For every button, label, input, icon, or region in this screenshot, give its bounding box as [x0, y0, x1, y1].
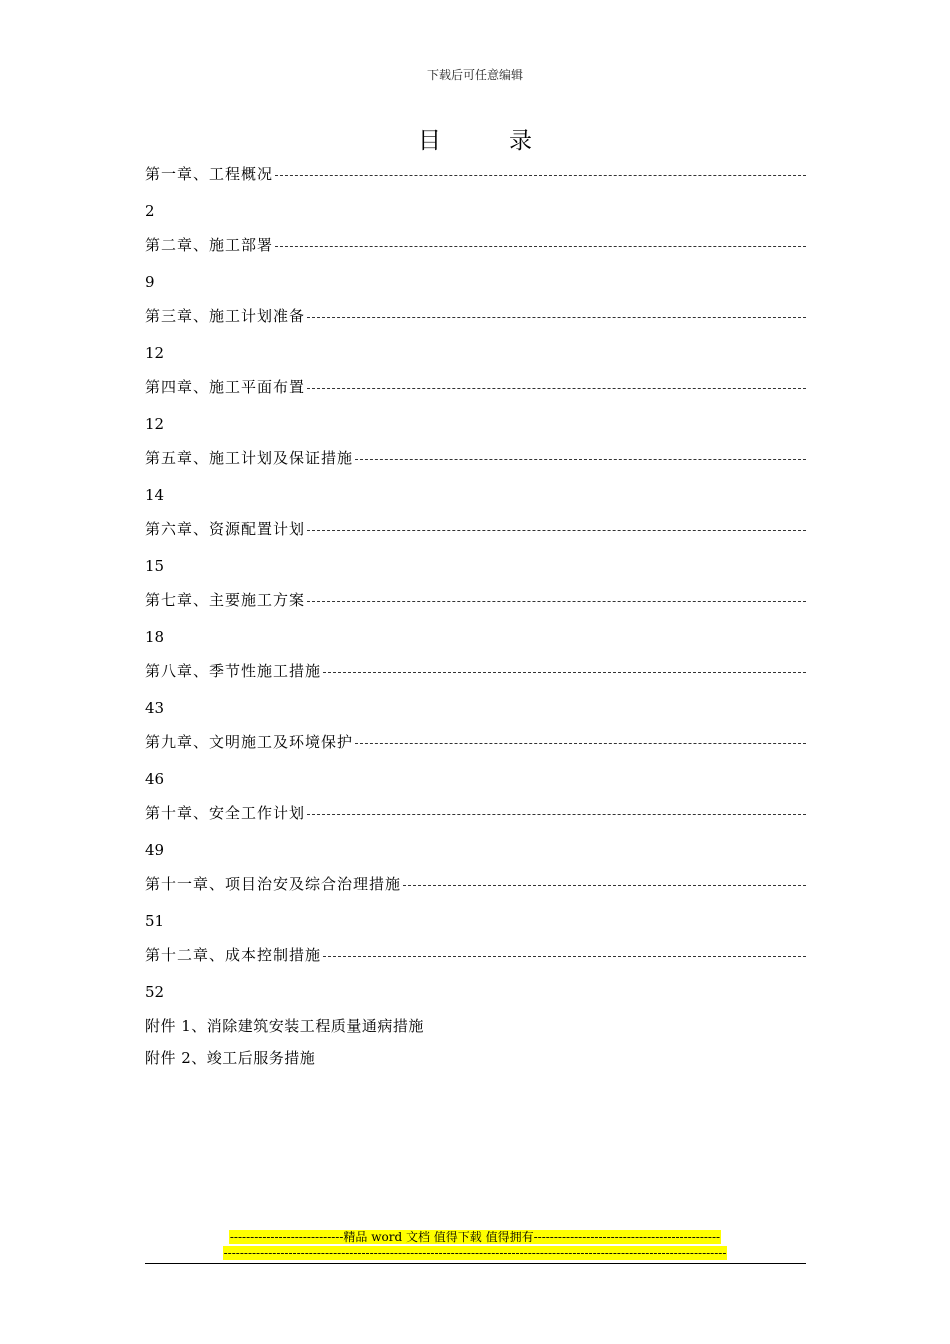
header-note: 下载后可任意编辑 [426, 68, 523, 82]
toc-entry [145, 305, 806, 364]
toc-entry-page: 12 [145, 415, 165, 433]
toc-entry [145, 660, 806, 719]
toc-entry-page: 51 [145, 912, 165, 930]
appendix-item: 附件 2、竣工后服务措施 [145, 1049, 316, 1067]
toc-leader [307, 317, 806, 318]
toc-leader [275, 175, 806, 176]
footer-rule [145, 1263, 806, 1264]
toc-leader [307, 814, 806, 815]
toc-entry-page: 9 [145, 273, 155, 291]
toc-entry [145, 447, 806, 506]
toc-leader [323, 672, 806, 673]
toc-entry-label: 第十章、安全工作计划 [145, 804, 306, 822]
toc-entry [145, 163, 806, 222]
toc-entry-page: 2 [145, 202, 155, 220]
toc-leader [275, 246, 806, 247]
toc-leader [323, 956, 806, 957]
toc-leader [355, 743, 806, 744]
toc-entry-label: 第七章、主要施工方案 [145, 591, 306, 609]
toc-entry-label: 第六章、资源配置计划 [145, 520, 306, 538]
toc-entry-label: 第三章、施工计划准备 [145, 307, 306, 325]
toc-leader [307, 601, 806, 602]
toc-entry-label: 第四章、施工平面布置 [145, 378, 306, 396]
toc-entry [145, 376, 806, 435]
toc-entry [145, 873, 806, 932]
footer-banner-line: ---------------------------------------------------------------------------------------------------------------------------- [223, 1246, 727, 1260]
toc-entry-label: 第二章、施工部署 [145, 236, 274, 254]
footer-banner [0, 1229, 950, 1261]
toc-entry-page: 52 [145, 983, 165, 1001]
toc-entry [145, 802, 806, 861]
toc-entry-page: 43 [145, 699, 165, 717]
toc-entry-label: 第十二章、成本控制措施 [145, 946, 322, 964]
toc-entry [145, 518, 806, 577]
toc-leader [355, 459, 806, 460]
title-char-left: 目 [418, 128, 441, 154]
toc-entry [145, 589, 806, 648]
footer-banner-line: ----------------------------精品 word 文档 值得下载 值得拥有---------------------------------------------- [229, 1230, 721, 1244]
table-of-contents [145, 163, 806, 1079]
toc-entry-label: 第九章、文明施工及环境保护 [145, 733, 354, 751]
appendix-item: 附件 1、消除建筑安装工程质量通病措施 [145, 1017, 424, 1035]
toc-entry-page: 46 [145, 770, 165, 788]
toc-leader [307, 530, 806, 531]
toc-entry-label: 第十一章、项目治安及综合治理措施 [145, 875, 402, 893]
toc-entry-label: 第五章、施工计划及保证措施 [145, 449, 354, 467]
toc-leader [403, 885, 806, 886]
toc-entry [145, 944, 806, 1003]
toc-leader [307, 388, 806, 389]
toc-entry-label: 第八章、季节性施工措施 [145, 662, 322, 680]
toc-entry-page: 18 [145, 628, 165, 646]
toc-entry-page: 15 [145, 557, 165, 575]
toc-entry-page: 49 [145, 841, 165, 859]
toc-entry-page: 14 [145, 486, 165, 504]
toc-entry [145, 731, 806, 790]
toc-entry [145, 234, 806, 293]
toc-entry-page: 12 [145, 344, 165, 362]
page-title [0, 122, 950, 155]
title-char-right: 录 [509, 128, 532, 154]
toc-entry-label: 第一章、工程概况 [145, 165, 274, 183]
